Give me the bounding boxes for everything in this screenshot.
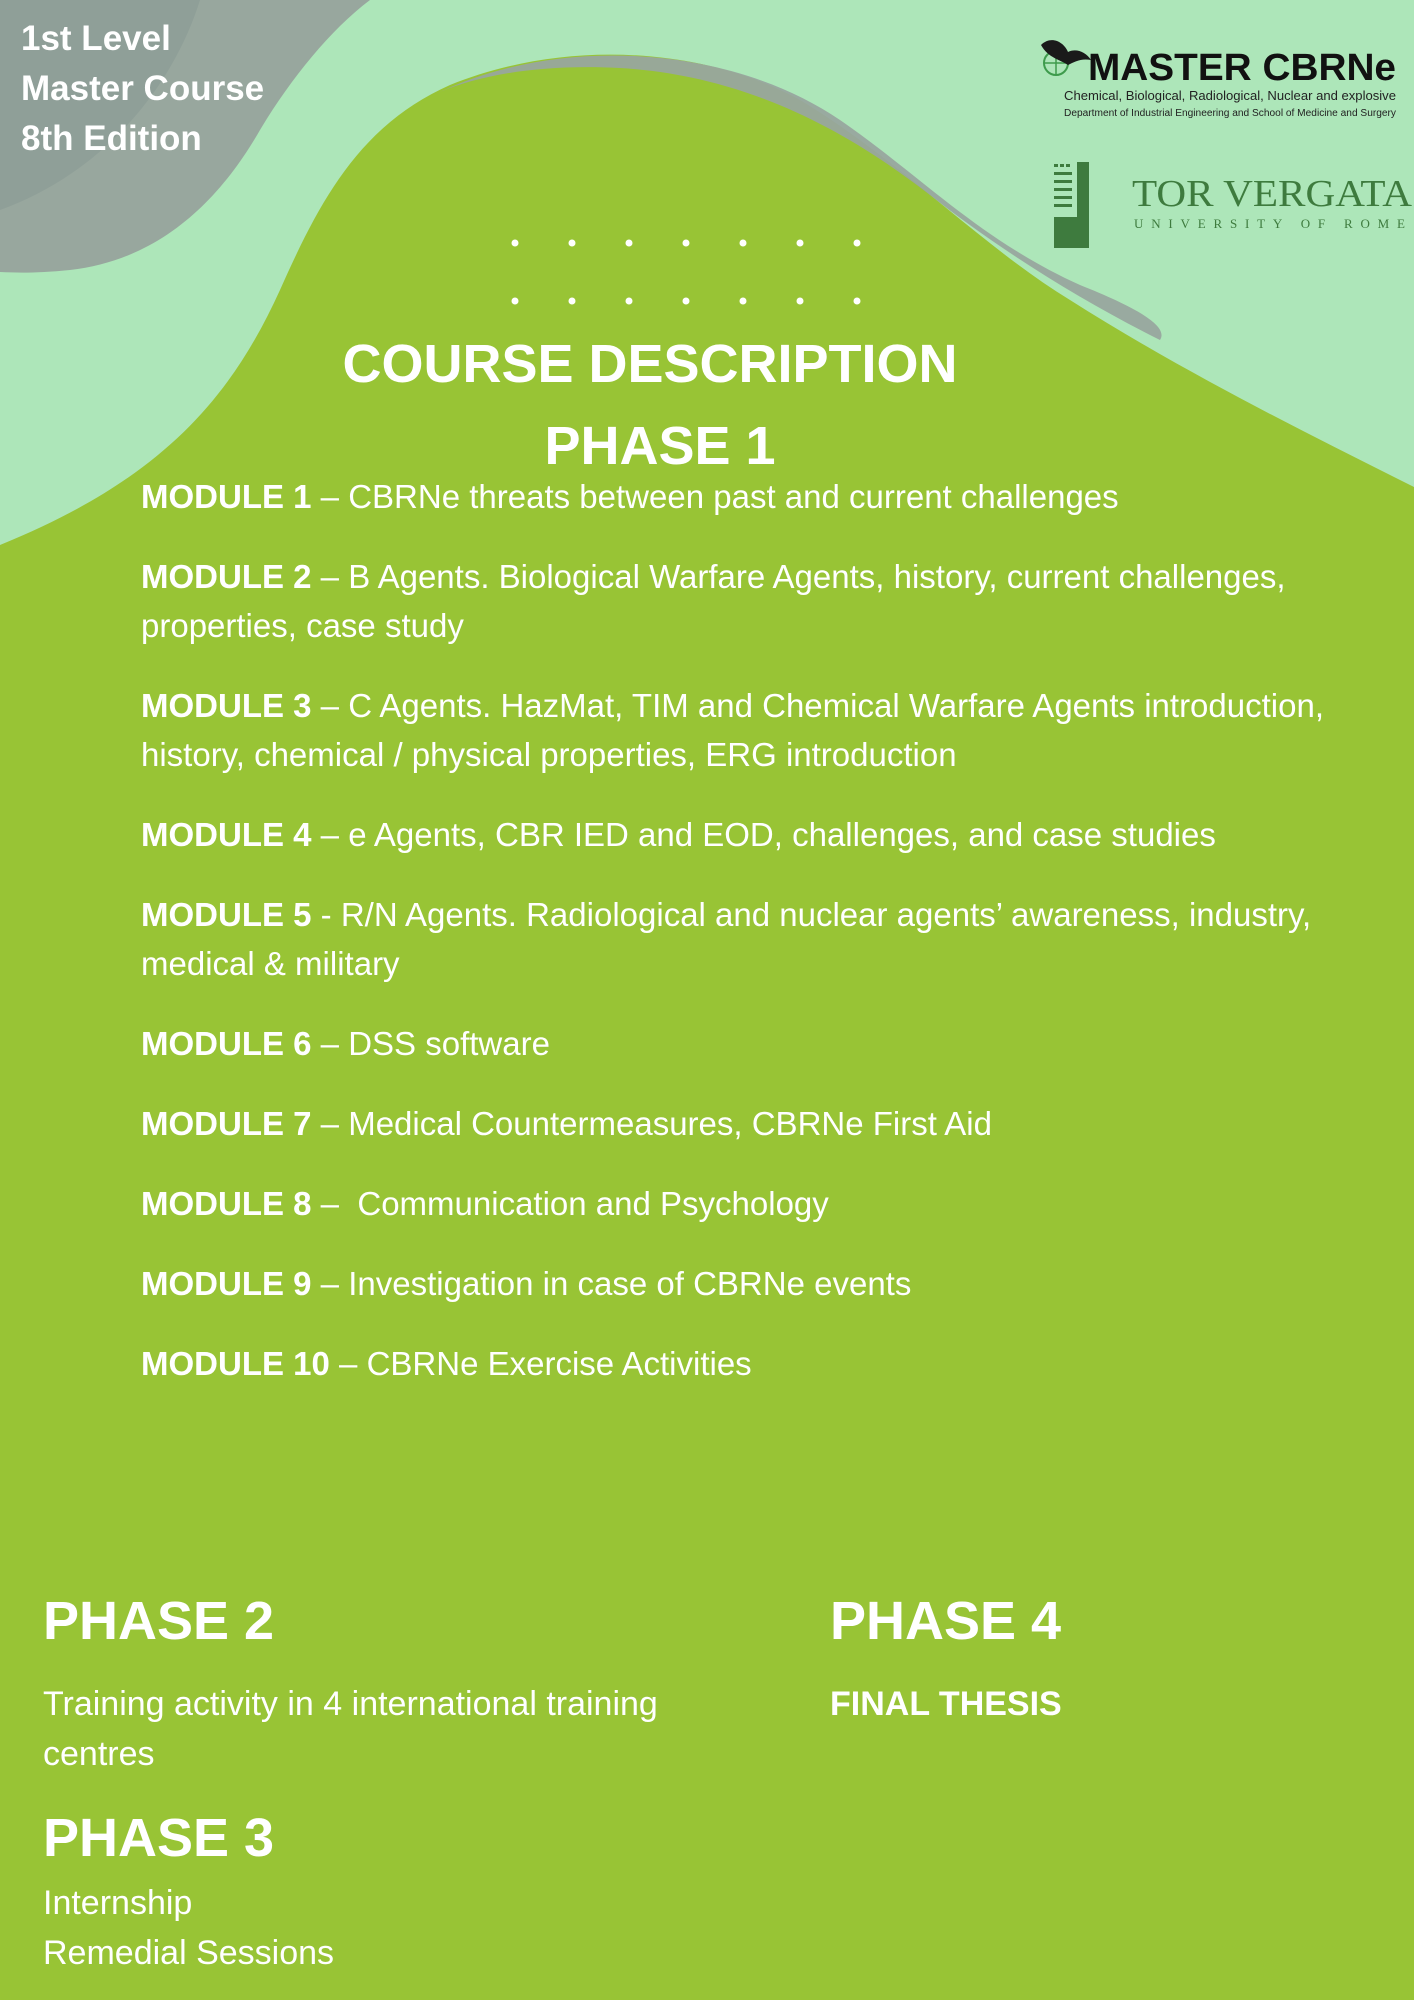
module-list: [141, 472, 1341, 1419]
module-text: Communication and Psychology: [357, 1185, 829, 1222]
module-separator: –: [329, 1345, 367, 1382]
module-label: MODULE 10: [141, 1345, 330, 1382]
module-text: Medical Countermeasures, CBRNe First Aid: [348, 1105, 992, 1142]
master-cbrne-logo: [1036, 30, 1406, 130]
edition-line-1: 1st Level: [21, 19, 171, 58]
phase-3-line-internship: Internship: [43, 1884, 193, 1922]
module-text: R/N Agents. Radiological and nuclear agents’ awareness, industry, medical & military: [141, 896, 1312, 982]
module-label: MODULE 3: [141, 687, 312, 724]
module-item: [141, 1259, 1341, 1308]
university-subtitle: UNIVERSITY OF ROME: [1134, 216, 1410, 231]
tor-vergata-logo: [1052, 162, 1414, 252]
phase-2-text: Training activity in 4 international training centres: [43, 1685, 658, 1773]
phase-4-title: PHASE 4: [830, 1591, 1062, 1651]
module-label: MODULE 9: [141, 1265, 312, 1302]
module-separator: -: [311, 896, 341, 933]
module-item: [141, 1099, 1341, 1148]
module-separator: –: [311, 1105, 349, 1142]
module-text: DSS software: [348, 1025, 550, 1062]
module-label: MODULE 6: [141, 1025, 312, 1062]
module-text: CBRNe threats between past and current challenges: [348, 478, 1119, 515]
module-item: [141, 1179, 1341, 1228]
module-separator: –: [311, 558, 349, 595]
module-separator: –: [311, 1265, 349, 1302]
module-separator: –: [311, 1185, 358, 1222]
module-separator: –: [311, 1025, 349, 1062]
tower-icon: [1054, 162, 1089, 248]
module-item: [141, 681, 1341, 779]
master-department: Department of Industrial Engineering and School of Medicine and Surgery: [1064, 108, 1396, 119]
edition-line-2: Master Course: [21, 69, 265, 108]
module-label: MODULE 1: [141, 478, 312, 515]
module-item: [141, 810, 1341, 859]
module-text: C Agents. HazMat, TIM and Chemical Warfare Agents introduction, history, chemical / physical properties, ERG introduction: [141, 687, 1324, 773]
edition-line-3: 8th Edition: [21, 119, 202, 158]
module-separator: –: [311, 478, 349, 515]
master-title: MASTER CBRNe: [1088, 47, 1396, 89]
module-text: CBRNe Exercise Activities: [366, 1345, 752, 1382]
module-item: [141, 1019, 1341, 1068]
module-label: MODULE 5: [141, 896, 312, 933]
phase-3-text: [43, 1878, 334, 1978]
phase-3-line-remedial: Remedial Sessions: [43, 1934, 335, 1972]
module-label: MODULE 4: [141, 816, 312, 853]
module-item: [141, 552, 1341, 650]
module-separator: –: [311, 687, 349, 724]
course-description-title: COURSE DESCRIPTION: [342, 334, 958, 394]
module-label: MODULE 7: [141, 1105, 312, 1142]
module-separator: –: [311, 816, 349, 853]
phase-3-title: PHASE 3: [43, 1808, 275, 1868]
decorative-dots: [500, 225, 880, 315]
phase-4-text: FINAL THESIS: [830, 1685, 1062, 1723]
eagle-globe-icon: [1041, 40, 1091, 75]
module-label: MODULE 2: [141, 558, 312, 595]
module-text: B Agents. Biological Warfare Agents, history, current challenges, properties, case study: [141, 558, 1286, 644]
module-label: MODULE 8: [141, 1185, 312, 1222]
module-text: Investigation in case of CBRNe events: [348, 1265, 912, 1302]
module-item: [141, 890, 1341, 988]
module-text: e Agents, CBR IED and EOD, challenges, and case studies: [348, 816, 1216, 853]
module-item: [141, 472, 1341, 521]
phase-1-title: PHASE 1: [544, 416, 776, 476]
master-subtitle: Chemical, Biological, Radiological, Nuclear and explosive: [1064, 88, 1396, 103]
edition-block: [21, 14, 264, 164]
module-item: [141, 1339, 1341, 1388]
phase-2-title: PHASE 2: [43, 1591, 275, 1651]
university-name: TOR VERGATA: [1132, 173, 1413, 215]
